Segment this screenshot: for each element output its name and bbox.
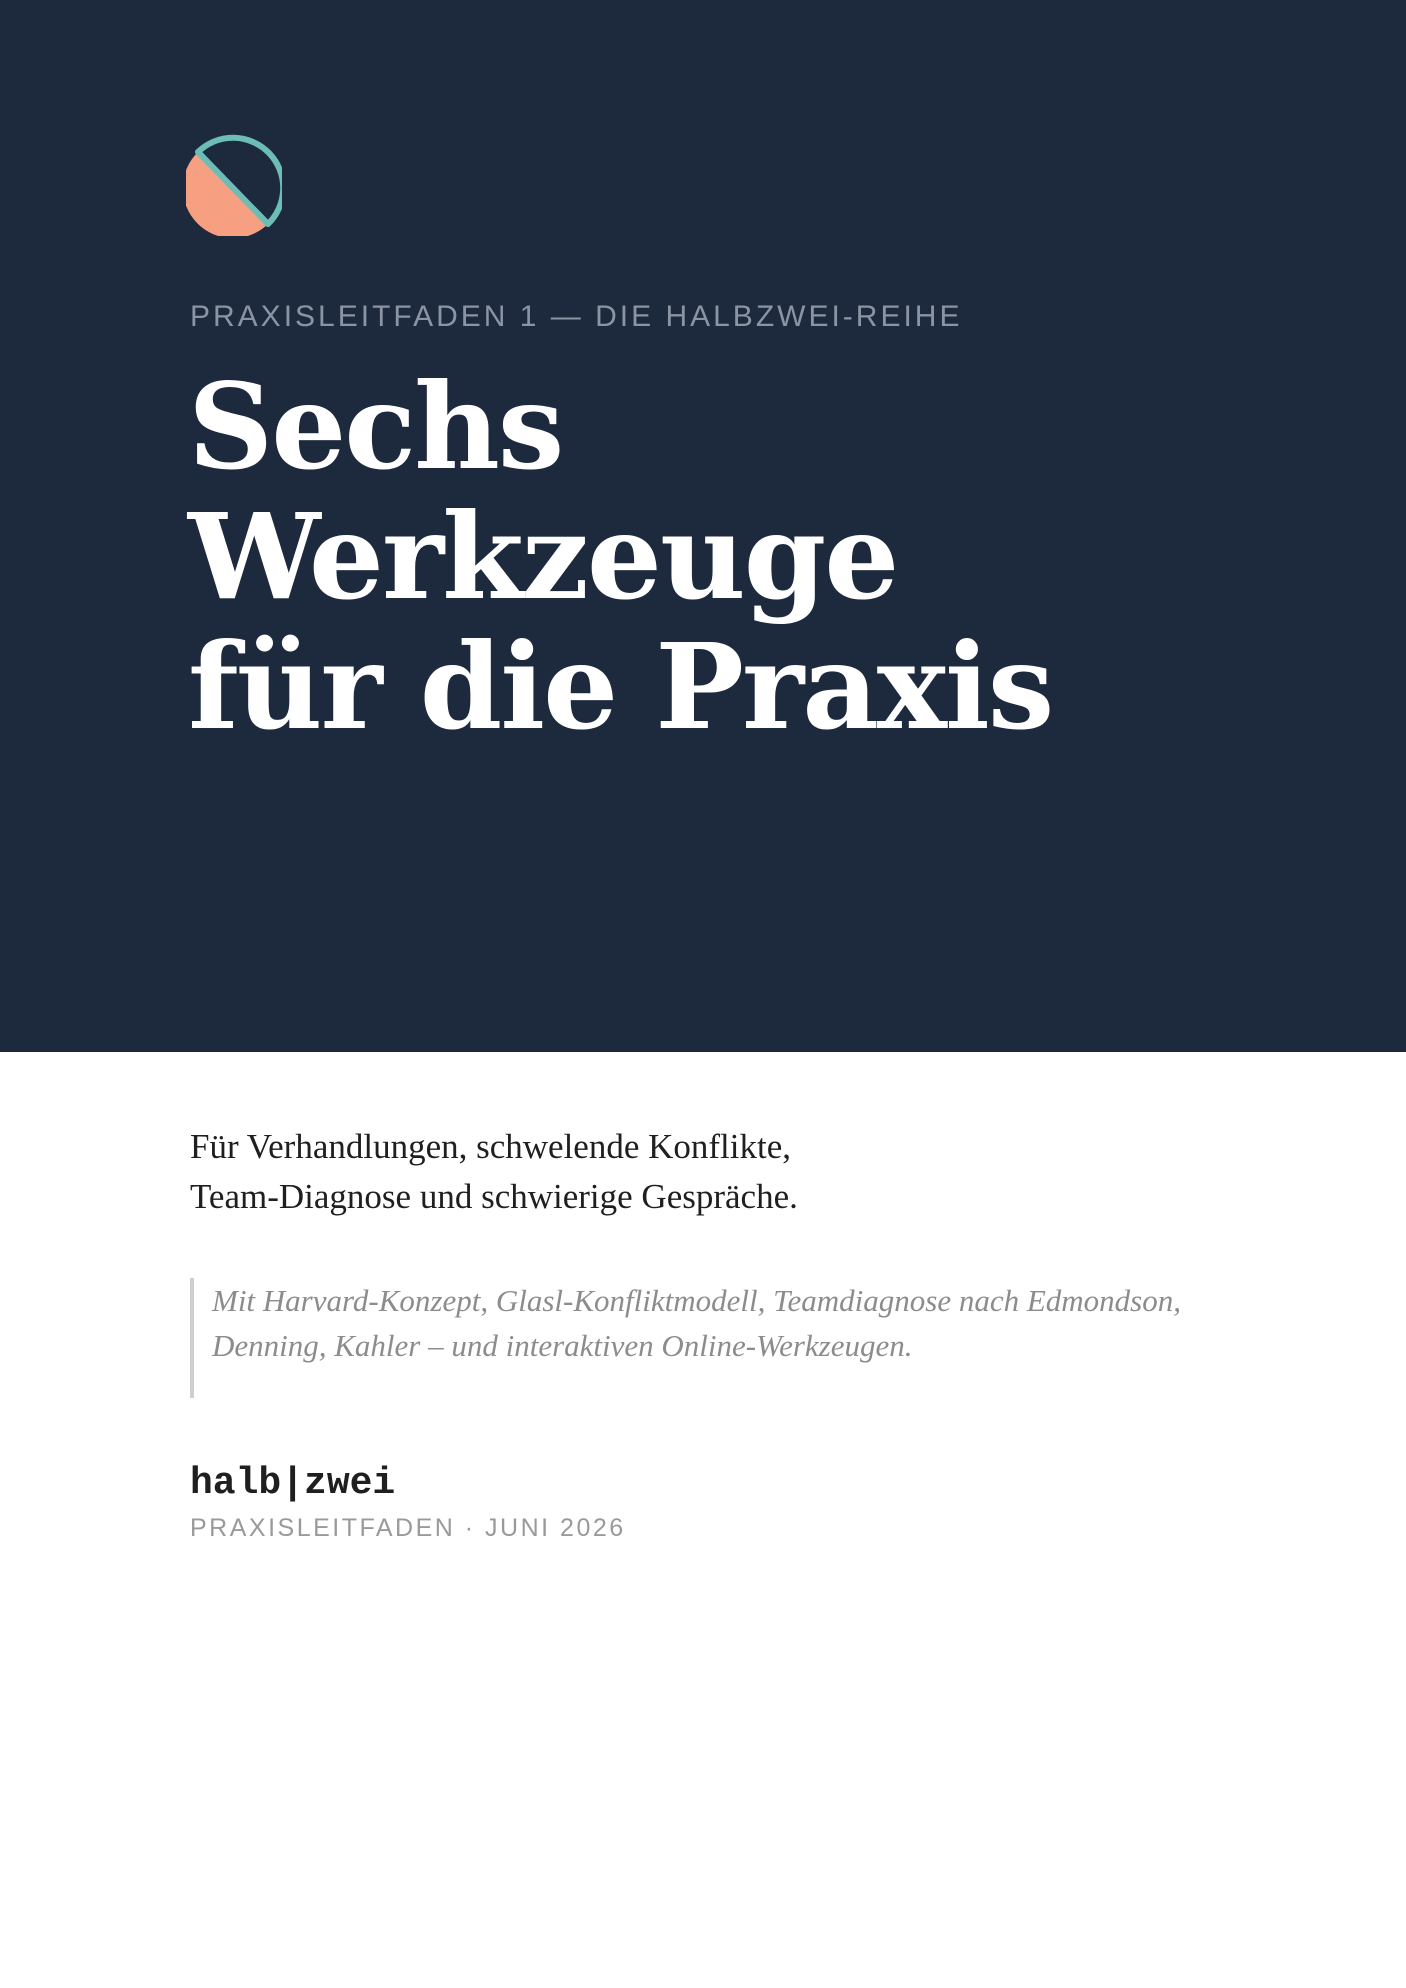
subtitle-line-2: Team-Diagnose und schwierige Gespräche. xyxy=(190,1177,798,1216)
publication-meta: PRAXISLEITFADEN · JUNI 2026 xyxy=(190,1514,626,1542)
title-line-1: Sechs xyxy=(188,357,563,496)
title-line-2: Werkzeuge xyxy=(188,487,898,626)
subtitle-line-1: Für Verhandlungen, schwelende Konflikte, xyxy=(190,1127,792,1166)
quote-line-2: Denning, Kahler – und interaktiven Online-Werkzeugen. xyxy=(212,1328,913,1363)
page-title xyxy=(188,357,1053,756)
half-circle-slash-logo-icon xyxy=(186,132,282,236)
series-kicker: PRAXISLEITFADEN 1 — DIE HALBZWEI-REIHE xyxy=(190,300,963,333)
subtitle xyxy=(190,1122,1290,1222)
title-line-3: für die Praxis xyxy=(188,617,1053,756)
quote-line-1: Mit Harvard-Konzept, Glasl-Konfliktmodell, Teamdiagnose nach Edmondson, xyxy=(212,1283,1181,1318)
brand-wordmark: halb|zwei xyxy=(190,1462,396,1505)
methods-blockquote xyxy=(190,1278,1320,1398)
